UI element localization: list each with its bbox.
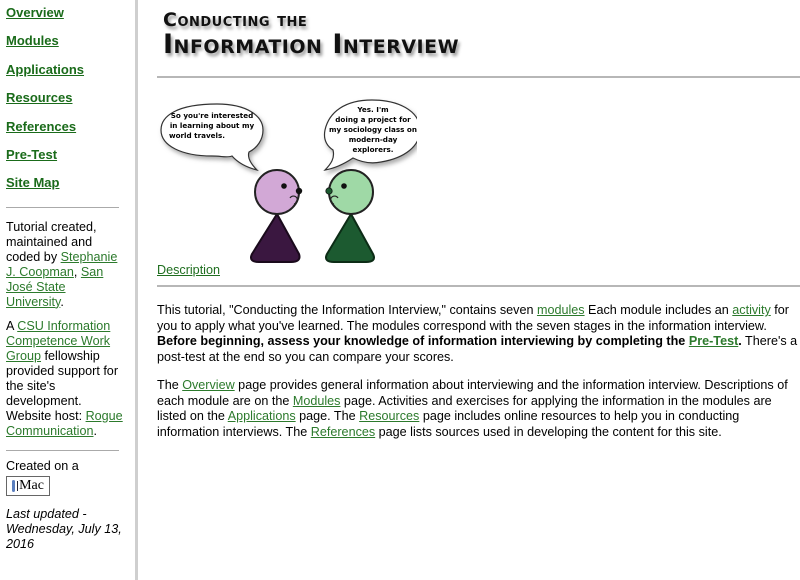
nav-pre-test[interactable]: Pre-Test — [6, 146, 58, 162]
pre-test-inline-link[interactable]: Pre-Test — [688, 334, 739, 348]
references-inline-link[interactable]: References — [310, 424, 376, 439]
university-link[interactable]: San José State University — [6, 264, 104, 309]
figure-left-head — [255, 170, 299, 214]
figure-left-eye — [281, 183, 287, 189]
bubble-right-line-3: my sociology class on — [329, 125, 417, 134]
nav-references[interactable]: References — [6, 118, 77, 134]
figure-right — [326, 170, 374, 262]
p2-text-4: page. The — [295, 409, 360, 423]
p2-text-3: page. Activities and exercises for applying the information in the modules are listed on the — [157, 393, 772, 423]
p1-text-2: Each module includes an — [584, 303, 733, 317]
nav-applications[interactable]: Applications — [6, 61, 85, 77]
created-on-label: Created on a — [6, 458, 79, 473]
p1-bold-1: Before beginning, assess your knowledge of information interviewing by completing the — [157, 334, 689, 348]
body-text — [157, 303, 800, 453]
mac-badge-label: Mac — [19, 477, 44, 493]
figure-left-nose — [296, 188, 302, 194]
credits-pre: Tutorial created, maintained and coded by — [6, 219, 97, 264]
p2-text-6: page lists sources used in developing the content for this site. — [375, 424, 722, 439]
credits-text — [6, 220, 124, 310]
p1-text-1: This tutorial, "Conducting the Information Interview," contains seven — [157, 303, 537, 317]
sidebar-divider — [6, 207, 119, 208]
activity-inline-link[interactable]: activity — [732, 303, 771, 317]
applications-inline-link[interactable]: Applications — [227, 409, 296, 423]
figure-right-head — [329, 170, 373, 214]
mac-finder-icon — [12, 480, 15, 492]
page-title — [163, 10, 459, 60]
interview-illustration — [157, 96, 417, 264]
figure-right-nose — [326, 188, 332, 194]
bubble-left-line-2: in learning about my — [169, 121, 255, 130]
fellowship-mid: fellowship provided support for the site's development. Website host: — [6, 348, 119, 423]
bubble-left-line-1: So you're interested — [170, 111, 254, 120]
bubble-left-line-3: world travels. — [168, 131, 226, 140]
bubble-right-line-4: modern-day — [348, 135, 398, 144]
speech-bubble-right — [324, 100, 417, 170]
sidebar-nav — [0, 0, 135, 203]
csu-group-link[interactable]: CSU Information Competence Work Group — [6, 318, 111, 363]
bubble-right-line-5: explorers. — [352, 145, 394, 154]
speech-bubble-left — [161, 104, 263, 170]
title-line-1: Conducting the — [163, 9, 308, 31]
nav-overview[interactable]: Overview — [6, 5, 64, 20]
overview-inline-link[interactable]: Overview — [182, 378, 235, 392]
host-link[interactable]: Rogue Communication — [6, 408, 123, 438]
title-line-2: Information Interview — [163, 29, 460, 60]
p1-text-4: There's a post-test at the end so you can compare your scores. — [157, 334, 798, 364]
pretest-instruction — [157, 334, 742, 348]
figure-left-body — [251, 214, 300, 262]
nav-modules[interactable]: Modules — [6, 33, 59, 49]
p2-text-2: page provides general information about interviewing and the information interview. Descriptions of each module are on the — [157, 378, 788, 408]
bubble-right-line-1: Yes. I'm — [357, 105, 389, 114]
header-divider — [157, 76, 800, 78]
fellowship-post: . — [93, 423, 97, 438]
content-divider — [157, 285, 800, 287]
sidebar — [0, 0, 138, 580]
resources-inline-link[interactable]: Resources — [359, 409, 420, 423]
nav-site-map[interactable]: Site Map — [6, 175, 60, 191]
modules-page-inline-link[interactable]: Modules — [292, 393, 341, 408]
intro-paragraph — [157, 303, 800, 365]
description-link[interactable]: Description — [157, 263, 220, 277]
bubble-right-line-2: doing a project for — [335, 115, 411, 124]
figure-right-eye — [341, 183, 347, 189]
last-updated: Last updated - Wednesday, July 13, 2016 — [6, 506, 122, 551]
figure-left — [251, 170, 302, 262]
credits-sep: , — [73, 264, 81, 279]
mac-badge[interactable] — [6, 476, 50, 496]
p2-text-5: page includes online resources to help you in conducting information interviews. The — [157, 409, 740, 439]
p1-text-3: for you to apply what you've learned. The modules correspond with the seven stages in the information interview. — [157, 303, 789, 333]
sidebar-divider-2 — [6, 450, 119, 451]
fellowship-pre: A — [6, 318, 18, 333]
credits-post: . — [60, 294, 64, 309]
p2-text-1: The — [157, 378, 183, 392]
modules-inline-link[interactable]: modules — [536, 303, 585, 317]
author-link[interactable]: Stephanie J. Coopman — [6, 249, 118, 279]
p1-bold-2: . — [738, 334, 742, 348]
nav-resources[interactable]: Resources — [6, 90, 73, 106]
fellowship-text — [6, 319, 124, 439]
figure-right-body — [326, 214, 374, 262]
overview-paragraph — [157, 378, 800, 440]
